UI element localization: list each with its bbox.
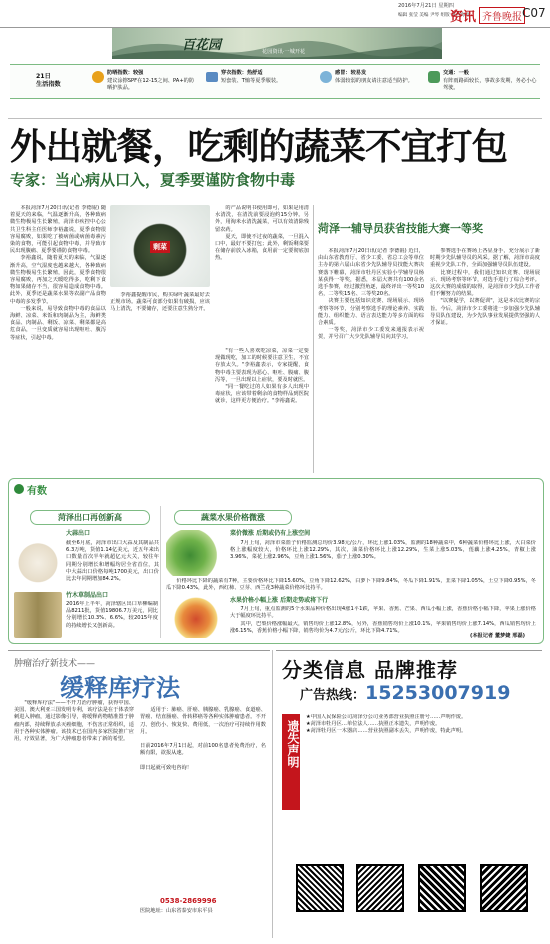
divider xyxy=(313,205,314,473)
classified-hotline-number: 15253007919 xyxy=(365,682,511,704)
veg-title: 菜价微涨 后期或仍有上涨空间 xyxy=(230,530,311,537)
lead-paragraph: "有一些人喜欢吃凉菜，凉菜一定要现做现吃，加工的时候要注意卫生，不宜存放太久。"李裕鑫表示，专家提醒，食物中毒主要表现为恶心、呕吐、腹痛、腹泻等，一旦出现以上症状，要及时就医。 xyxy=(215,348,309,383)
classified-hotline-row xyxy=(300,682,540,704)
dasuan-title: 大蒜出口 xyxy=(66,530,91,537)
classified-title: 分类信息 品牌推荐 xyxy=(282,658,458,682)
ad-address: 医院地址：山东省泰安市东平县 xyxy=(140,908,213,914)
veg-text xyxy=(230,540,536,576)
box2-credit: (本报记者 董梦婕 邢磊) xyxy=(470,633,526,639)
fruit-paragraph: 7月上旬，重点监测的5个水果品种价格出现4涨1平1跌，苹果、香蕉、芒果、西瓜小幅上涨，香蕉价格小幅下降，苹果上涨价格大于幅度环比持平。 xyxy=(230,606,536,620)
life-index-text: 建议涂擦SPF在12-15之间、PA+的防晒护肤品。 xyxy=(107,78,195,92)
life-index-item xyxy=(92,69,200,95)
masthead-date: 2016年7月21日 星期四 xyxy=(398,3,454,9)
ad-hotline: 0538-2869996 xyxy=(160,897,217,905)
lead-paragraph: "同一餐吃过的人如果有多人出现中毒症状，应该带着剩余的食物样品到医院就诊，这样更方便治疗。"李裕鑫说。 xyxy=(215,384,309,405)
life-index-text: 有阵雨路面较长，事故多发期，务必小心驾驶。 xyxy=(443,78,537,92)
lost-notice-label-text: 遗失声明 xyxy=(286,720,300,768)
life-index-label: 交通：一般 xyxy=(443,70,469,76)
lead-paragraph: 李裕鑫提醒市民，购买绿叶蔬菜最好去正规市场。蔬菜可食部分如果有破损，应该马上清洗，不要储存，还要注意生熟分开。 xyxy=(110,292,210,313)
life-index-item xyxy=(206,69,314,95)
ad-kicker: 肿瘤治疗新技术—— xyxy=(14,659,96,669)
lost-notice-label xyxy=(282,714,300,810)
divider xyxy=(160,506,161,638)
column-banner xyxy=(112,28,442,59)
side-headline: 菏泽一辅导员获省技能大赛一等奖 xyxy=(318,222,483,235)
side-paragraph: "以赛促学，以赛促训"，这是本次比赛的宗旨。今后，菏泽市少工委将进一步加强少先队辅导员队伍建设，为少先队事业发展提供坚强的人才保证。 xyxy=(430,298,540,327)
ad-title: 缓释库疗法 xyxy=(60,673,180,702)
sun-icon xyxy=(92,71,104,83)
qr-code xyxy=(296,864,344,912)
section-label: 资讯 xyxy=(450,10,477,25)
ad-col2 xyxy=(140,700,266,890)
lost-notices xyxy=(306,714,540,810)
life-index-label: 防晒指数：较强 xyxy=(107,70,144,76)
side-article-col1 xyxy=(318,248,424,473)
veg-paragraph: 价格环比下降的蔬菜有7种，主要价格环比下降15.60%，豆角下降12.62%，白萝卜下降9.84%，冬瓜下降1.91%，韭菜下降1.05%，土豆下降0.95%，冬瓜下降0.43%，此外，西红柿、豆芽、西兰花3种蔬菜价格环比持平。 xyxy=(166,578,536,592)
dasuan-text xyxy=(14,540,159,588)
lead-paragraph: 的产品说明书使用即可，如果是用清水清洗，在清洗前要浸泡约15分钟。另外，用淘米水清洗蔬菜，可以有效清除残留农药。 xyxy=(215,205,309,233)
lead-paragraph: 一般来说，易导致食物中毒的食品以海鲜、凉菜、米饭和肉制品为主，海鲜类食品、肉制品、剩饭、凉菜、剩菜都是高危食品，一旦变质就容易出现呕吐、腹泻等症状，引起中毒。 xyxy=(10,305,106,341)
shirt-icon xyxy=(206,72,218,82)
lead-article-col2 xyxy=(110,292,210,475)
qr-code xyxy=(356,864,404,912)
side-paragraph: 决赛主要包括知识竞赛、现场展示、现场考察等环节，分别考察选手的理论素养、实践能力、组织能力、语言表达能力等多方面的综合素质。 xyxy=(318,298,424,327)
side-paragraph: 本报菏泽7月20日讯(记者 李德锟) 近日，由山东省教育厅、省少工委、省总工会等单位主办的第六届山东省少先队辅导员技能大赛决赛落下帷幕，菏泽市牡丹区实验小学辅导员杨某获得一等奖，据悉，本届大赛共有100余名选手参赛，经过激烈角逐，最终评出一等奖10名，二等奖15名、三等奖20名。 xyxy=(318,248,424,298)
lead-article-col6 xyxy=(215,348,309,473)
ad-paragraph: 适用于：肺癌、肝癌、胰腺癌、乳腺癌、食道癌、胃癌、结直肠癌、骨转移癌等各种实体肿瘤患者。不开刀、创伤小、恢复快、费用低，一次治疗可持续作用数月。 日前2016年7月1日起，对前100名患者免费治疗，名额有限，欲报从速。 即日起就可致电咨询！ xyxy=(140,707,266,771)
side-paragraph: 参赛选手在赛场上各显身手，充分展示了新时期少先队辅导员的风采。据了解，菏泽市高度重视少先队工作，全面加强辅导员队伍建设。 xyxy=(430,248,540,269)
zhu-title: 竹木草制品出口 xyxy=(66,592,109,599)
lead-photo xyxy=(110,205,210,287)
fruit-photo xyxy=(166,596,226,638)
ad-paragraph: "缓释库疗法"——不开刀治疗肿瘤，获得中国、美国、澳大利亚三国发明专利，该疗法是在于体表穿刺进入肿瘤，通过影像引导，将缓释药物精准置于肿瘤内部，持续释放杀灭癌细胞，不伤害正常组织，适用于各种实体肿瘤。该技术已在国内多家医院推广应用，疗效显著，为广大肿瘤患者带来了新的希望。 xyxy=(14,700,134,743)
side-article-col2 xyxy=(430,248,540,473)
column-name: 百花园 xyxy=(182,38,222,53)
lead-paragraph: 本报菏泽7月20日讯(记者 李德锟) 随着夏天的来临，气温逐渐升高，各种致病微生物极易生长繁殖，菏泽市疾控中心公共卫生科主任医师李裕鑫说，夏季食物很容易腐败，如果吃了被病菌或病菌毒素污染的食物，可能引起食物中毒，并导致市民出现腹痛、夏季要谨防食物中毒。 xyxy=(10,205,106,255)
lost-notice: ★菏泽市牡丹区…单位法人……执照正本遗失，声明作废。 xyxy=(306,721,441,728)
traffic-icon xyxy=(428,71,440,83)
fruit-title: 水果价格小幅上涨 后期走势或将下行 xyxy=(230,597,329,604)
divider xyxy=(272,650,273,938)
life-index-title: 21日 生活指数 xyxy=(36,73,61,88)
life-index-item xyxy=(428,69,538,95)
classified-hotline-label: 广告热线： xyxy=(300,688,366,703)
lead-headline: 外出就餐，吃剩的蔬菜不宜打包 xyxy=(10,125,507,168)
masthead xyxy=(0,0,550,28)
veg-paragraph: 7月上旬，菏泽市菜篮子价格监测总均价3.98元/公斤，环比上涨1.03%，监测的18种蔬菜中，6种蔬菜价格环比上涨，大白菜价格上涨幅度较大，价格环比上涨12.29%，其次，油菜价格环比上涨12.29%，生菜上涨5.03%，莲藕上涨4.25%，青椒上涨3.96%，菜花上涨2.96%，豆角上涨1.56%，茄子上涨0.30%。 xyxy=(230,540,536,561)
life-index-item xyxy=(320,69,420,95)
life-index-label: 感冒：较易发 xyxy=(335,70,367,76)
life-index-label: 穿衣指数：热舒适 xyxy=(221,70,263,76)
divider xyxy=(8,118,542,119)
life-index-text: 体弱较弱的朋友请注意适当防护。 xyxy=(335,78,413,84)
cold-icon xyxy=(320,71,332,83)
brand-tag-icon xyxy=(14,484,24,494)
qr-code xyxy=(480,864,528,912)
lost-notice: ★中国人民保险公司菏泽分公司业务部营业执照注册号……声明作废。 xyxy=(306,714,467,720)
fruit-paragraph: 其中，巴梨价格涨幅最大，销售均价上涨12.8%，另外，香蕉销售均价上涨10.1%，苹果销售均价上涨7.14%，西瓜销售均价上涨6.15%，香蕉价格小幅下降，销售均价为4.7元/公斤，环比下降4.71%。 xyxy=(230,621,536,635)
life-index-bar xyxy=(10,64,540,99)
side-paragraph: 比赛过程中，我们通过知识竞赛、现场展示、现场考察等环节，对选手进行了综合考评。这次大赛的成绩的取得，是菏泽市少先队工作者们不懈努力的结果。 xyxy=(430,269,540,298)
brand-tag-label: 有数 xyxy=(27,486,47,497)
zhu-paragraph: 2016年上半年，菏泽辖区出口草柳编制品8211批，货值19806.7万美元，同比分别增长10.3%、6.6%，较2015年度的持续增长又创新高。 xyxy=(66,601,158,629)
page-number: C07 xyxy=(522,6,546,20)
lost-notice: ★菏泽牡丹区一木器店……营业执照副本丢失，声明作废，特此声明。 xyxy=(306,728,467,735)
lead-photo-caption: 剩菜 xyxy=(150,241,170,253)
qr-code xyxy=(418,864,466,912)
side-paragraph: 一等奖，菏泽市少工委发来通报表示祝贺，并号召广大少先队辅导员向其学习。 xyxy=(318,327,424,341)
ad-col1 xyxy=(14,700,134,934)
box1-title: 菏泽出口再创新高 xyxy=(30,510,150,525)
fruit-text xyxy=(230,606,536,621)
zhu-text xyxy=(66,601,158,641)
column-slogan: 花园资讯·一城开花 xyxy=(262,49,306,55)
lead-paragraph: 李裕鑫说，随着夏天的来临，气温逐渐升高，空气湿度也越来越大，各种致病微生物极易生长繁殖，因此，夏季食物很容易腐败，再加之天暖吃得多，吃剩下食物如果储存不当，很容易造成食物中毒。此外，夏季还是蔬菜水果等农副产品食物中毒的多发季节。 xyxy=(10,255,106,305)
box2-title: 蔬菜水果价格微涨 xyxy=(174,510,292,525)
life-index-text: 短套装、T恤等夏季服装。 xyxy=(221,78,282,84)
lead-paragraph: 夏天，即使不过夜的蔬菜，一旦混入口中，最好不要打包；此外，剩饭剩菜要在储存前放入冰箱，食用前一定要彻底加热。 xyxy=(215,233,309,262)
dasuan-paragraph: 截至6月底，菏泽市出口大蒜及其制品共6.3万吨，货值1.14亿美元，近五年来出口数量首次半年就超亿元大关，较往年同期分别增长和增幅均居全省首位，其中大蒜出口价格每吨1700美元，出口价比去年同期增加84.2%。 xyxy=(66,540,159,583)
lead-article-col1 xyxy=(10,205,106,475)
vegetable-photo xyxy=(166,530,226,576)
veg-text2 xyxy=(166,578,536,594)
masthead-staff: 编辑 张莹 美编 尹琴 组版 董西海刚 xyxy=(398,13,470,18)
paper-logo: 齐鲁晚报 xyxy=(479,7,525,24)
bamboo-photo xyxy=(14,592,62,638)
lead-subhead: 专家：当心病从口入，夏季要谨防食物中毒 xyxy=(10,171,296,189)
